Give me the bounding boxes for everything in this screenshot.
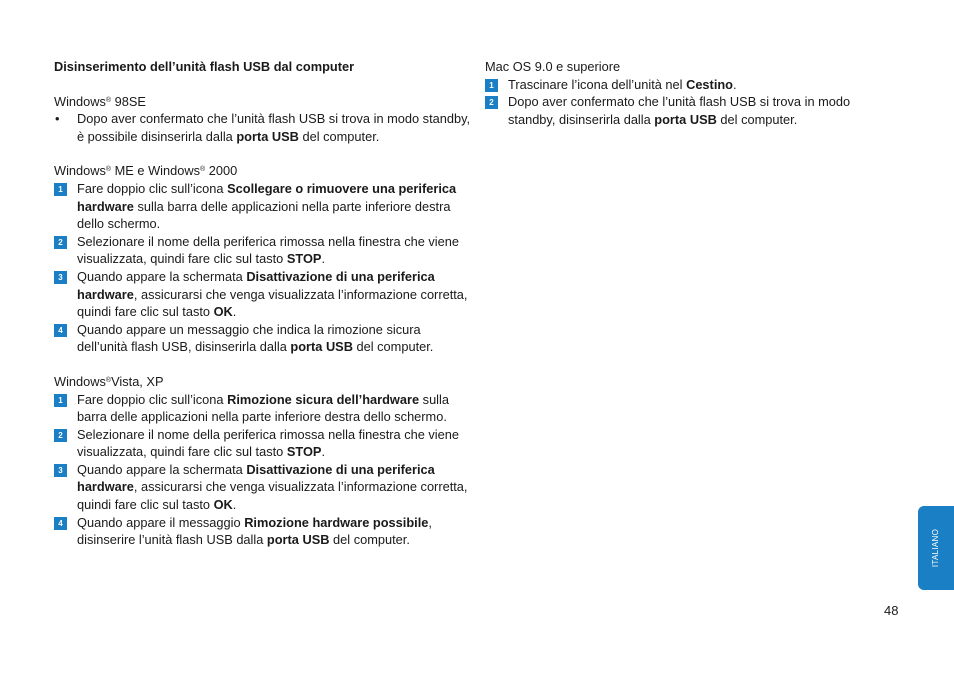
section-heading: Windows® ME e Windows® 2000 xyxy=(54,163,238,179)
bullet: • xyxy=(55,111,60,127)
step-item: 4 Quando appare il messaggio Rimozione hardware possibile, disinserire l’unità flash USB dalla porta USB del computer. xyxy=(54,514,474,549)
step-item: 3 Quando appare la schermata Disattivazione di una periferica hardware, assicurarsi che venga visualizzata l’informazione corretta, quindi fare clic sul tasto OK. xyxy=(54,461,474,514)
list-item: • Dopo aver confermato che l’unità flash USB si trova in modo standby, è possibile disinserirla dalla porta USB del computer. xyxy=(55,111,471,144)
section-heading: Windows®Vista, XP xyxy=(54,373,164,389)
step-number: 3 xyxy=(54,464,67,477)
step-number: 4 xyxy=(54,517,67,530)
step-item: 2 Dopo aver confermato che l’unità flash USB si trova in modo standby, disinserirla dalla porta USB del computer. xyxy=(485,93,885,128)
section-windows-98se xyxy=(54,93,474,146)
step-number: 4 xyxy=(54,324,67,337)
section-mac-os xyxy=(485,58,885,128)
step-number: 2 xyxy=(54,236,67,249)
section-heading: Mac OS 9.0 e superiore xyxy=(485,59,621,74)
page-title: Disinserimento dell’unità flash USB dal computer xyxy=(54,59,355,74)
language-tab xyxy=(918,506,954,590)
step-number: 1 xyxy=(485,79,498,92)
section-windows-me-2000 xyxy=(54,162,474,356)
page-number: 48 xyxy=(884,603,899,618)
step-item: 1 Trascinare l’icona dell’unità nel Cestino. xyxy=(485,76,885,94)
step-item: 4 Quando appare un messaggio che indica la rimozione sicura dell’unità flash USB, disinserirla dalla porta USB del computer. xyxy=(54,321,474,356)
step-item: 2 Selezionare il nome della periferica rimossa nella finestra che viene visualizzata, quindi fare clic sul tasto STOP. xyxy=(54,426,474,461)
step-number: 2 xyxy=(54,429,67,442)
step-number: 1 xyxy=(54,183,67,196)
language-tab-label: ITALIANO xyxy=(931,528,941,568)
section-heading: Windows® 98SE xyxy=(54,93,146,109)
step-item: 3 Quando appare la schermata Disattivazione di una periferica hardware, assicurarsi che venga visualizzata l’informazione corretta, quindi fare clic sul tasto OK. xyxy=(54,268,474,321)
right-column xyxy=(485,58,885,145)
step-item: 1 Fare doppio clic sull’icona Rimozione sicura dell’hardware sulla barra delle applicazioni nella parte inferiore destra dello schermo. xyxy=(54,391,474,426)
step-item: 1 Fare doppio clic sull’icona Scollegare o rimuovere una periferica hardware sulla barra delle applicazioni nella parte inferiore destra dello schermo. xyxy=(54,180,474,233)
step-number: 3 xyxy=(54,271,67,284)
step-item: 2 Selezionare il nome della periferica rimossa nella finestra che viene visualizzata, quindi fare clic sul tasto STOP. xyxy=(54,233,474,268)
left-column xyxy=(54,58,474,566)
step-number: 2 xyxy=(485,96,498,109)
step-number: 1 xyxy=(54,394,67,407)
section-windows-vista-xp xyxy=(54,373,474,549)
